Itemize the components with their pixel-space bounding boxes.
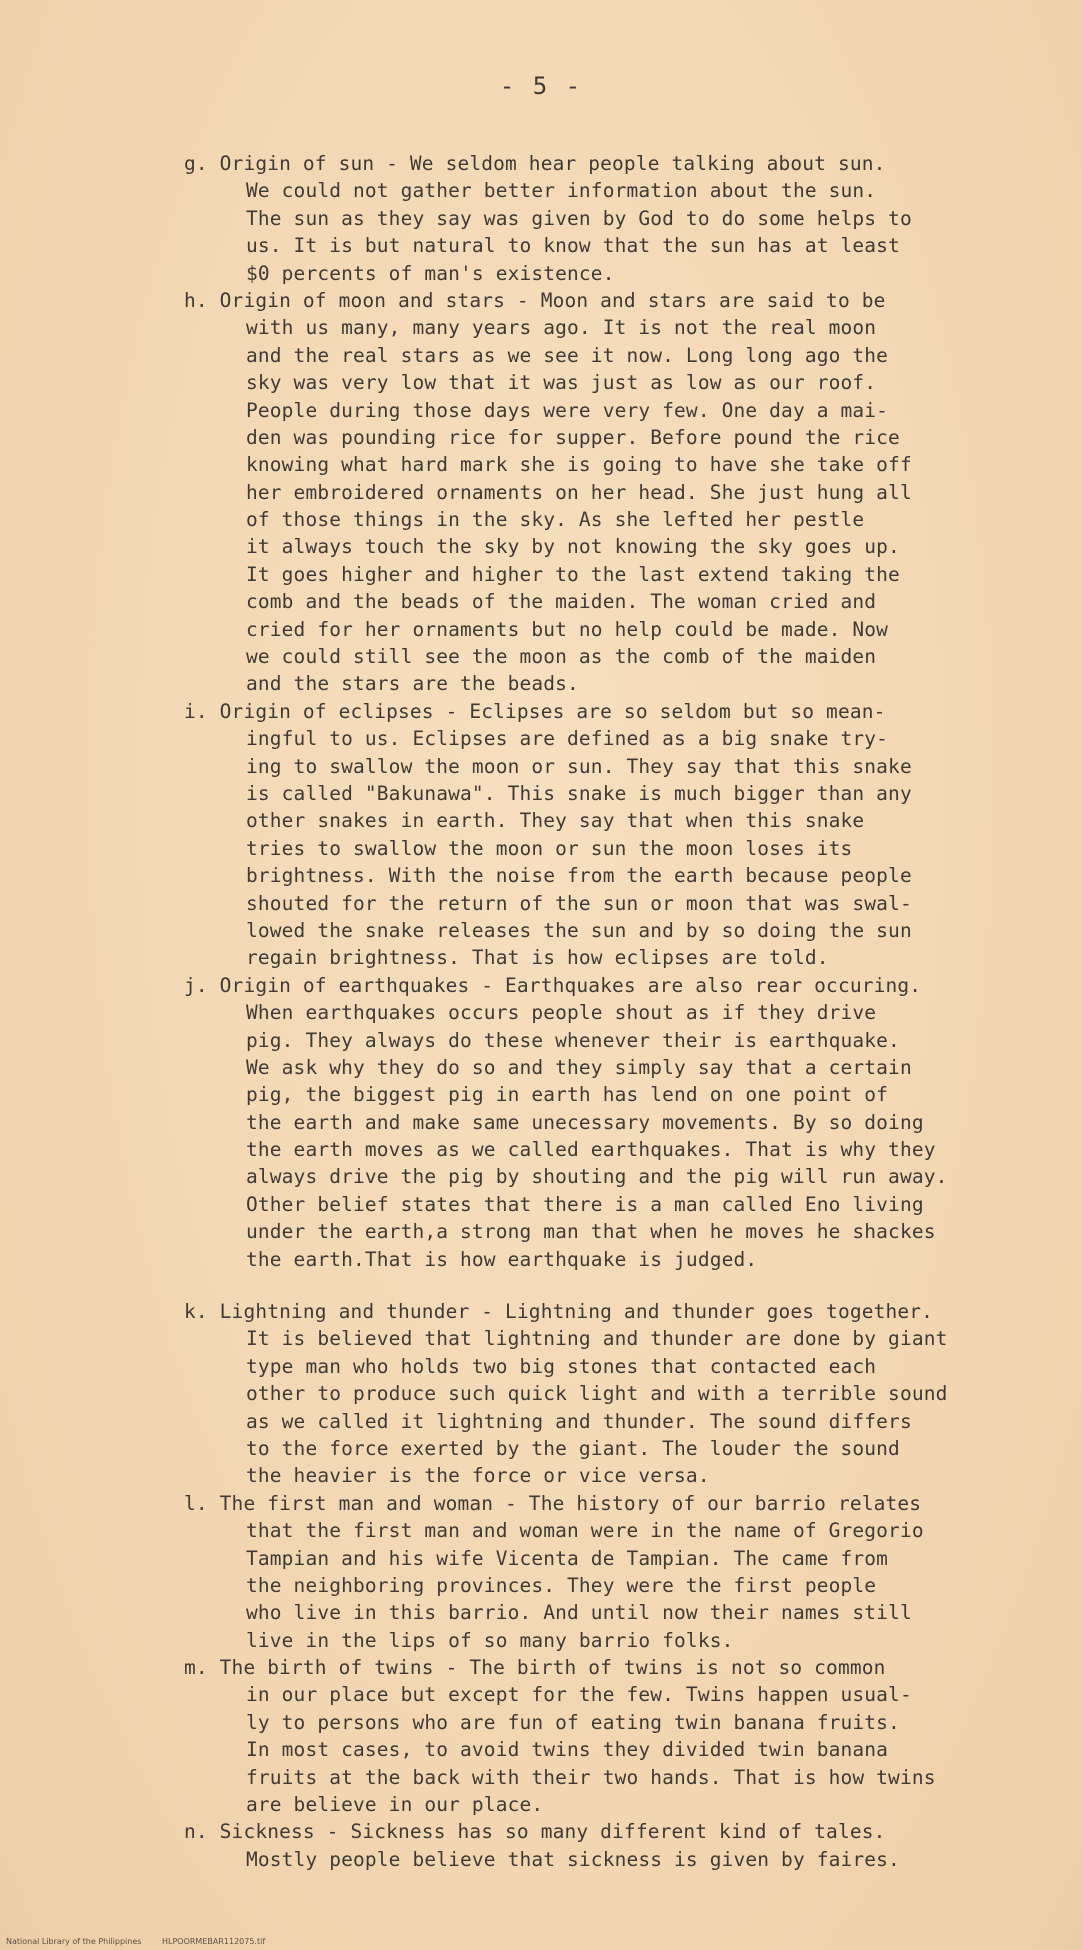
document-body — [184, 150, 1014, 1873]
entry-text-line: the earth moves as we called earthquakes. That is why they — [246, 1138, 936, 1162]
entry-text-line: with us many, many years ago. It is not the real moon — [246, 316, 877, 340]
entry-text-line: the heavier is the force or vice versa. — [246, 1464, 710, 1488]
entry-text-line: Tampian and his wife Vicenta de Tampian. The came from — [246, 1546, 889, 1570]
entry-text-line: other snakes in earth. They say that when this snake — [246, 809, 865, 833]
entry-text-line: who live in this barrio. And until now their names still — [246, 1601, 912, 1625]
entry-text-line: sky was very low that it was just as low as our roof. — [246, 371, 877, 395]
entry-text-line: other to produce such quick light and with a terrible sound — [246, 1382, 948, 1406]
entry-heading-line: g. Origin of sun - We seldom hear people talking about sun. — [184, 152, 886, 175]
entry-text-line: fruits at the back with their two hands. That is how twins — [246, 1765, 936, 1789]
entry-text-line: in our place but except for the few. Twins happen usual- — [246, 1683, 912, 1707]
scan-footer — [6, 1937, 283, 1946]
page-number: - 5 - — [499, 72, 583, 100]
entry-text-line: comb and the beads of the maiden. The woman cried and — [246, 590, 877, 614]
list-item — [184, 1818, 1014, 1873]
entry-text-line: tries to swallow the moon or sun the moon loses its — [246, 836, 853, 860]
entry-text-line: under the earth,a strong man that when he moves he shackes — [246, 1220, 936, 1244]
entry-text-line: In most cases, to avoid twins they divided twin banana — [246, 1738, 889, 1762]
entry-text-line: we could still see the moon as the comb of the maiden — [246, 645, 877, 669]
entry-text-line: regain brightness. That is how eclipses are told. — [246, 946, 829, 970]
entry-text-line: and the real stars as we see it now. Long long ago the — [246, 343, 889, 367]
entry-text-line: it always touch the sky by not knowing the sky goes up. — [246, 535, 900, 559]
entry-text-line: to the force exerted by the giant. The louder the sound — [246, 1436, 900, 1460]
list-item — [184, 287, 1014, 698]
entry-text-line: den was pounding rice for supper. Before pound the rice — [246, 425, 900, 449]
entry-text-line: It is believed that lightning and thunder are done by giant — [246, 1327, 948, 1351]
entry-text-line: the neighboring provinces. They were the first people — [246, 1573, 877, 1597]
entry-text-line: pig. They always do these whenever their is earthquake. — [246, 1028, 900, 1052]
entry-text-line: lowed the snake releases the sun and by so doing the sun — [246, 918, 912, 942]
entry-text-line: shouted for the return of the sun or moon that was swal- — [246, 891, 912, 915]
list-item — [184, 698, 1014, 972]
entry-text-line: the earth and make same unecessary movements. By so doing — [246, 1110, 924, 1134]
entry-heading-line: j. Origin of earthquakes - Earthquakes are also rear occuring. — [184, 973, 922, 997]
entry-heading-line: k. Lightning and thunder - Lightning and thunder goes together. — [184, 1300, 934, 1324]
entry-text-line: It goes higher and higher to the last extend taking the — [246, 562, 900, 586]
entry-text-line: ly to persons who are fun of eating twin banana fruits. — [246, 1710, 900, 1734]
entry-text-line: People during those days were very few. One day a mai- — [246, 398, 889, 422]
entry-text-line: that the first man and woman were in the name of Gregorio — [246, 1519, 924, 1543]
list-item — [184, 1298, 1014, 1490]
list-item — [184, 1654, 1014, 1818]
entry-text-line: The sun as they say was given by God to do some helps to — [246, 206, 912, 230]
entry-heading-line: i. Origin of eclipses - Eclipses are so seldom but so mean- — [184, 699, 886, 723]
list-item — [184, 1490, 1014, 1654]
footer-library: National Library of the Philippines — [6, 1937, 142, 1946]
entry-text-line: is called "Bakunawa". This snake is much bigger than any — [246, 781, 912, 805]
entry-heading-line: l. The first man and woman - The history of our barrio relates — [184, 1491, 922, 1515]
entry-text-line: pig, the biggest pig in earth has lend on one point of — [246, 1083, 889, 1107]
entry-text-line: the earth.That is how earthquake is judged. — [246, 1247, 758, 1271]
entry-text-line: knowing what hard mark she is going to have she take off — [246, 453, 912, 477]
entry-text-line: $0 percents of man's existence. — [246, 261, 615, 285]
entry-text-line: us. It is but natural to know that the sun has at least — [246, 234, 900, 258]
list-item — [184, 150, 1014, 287]
list-item — [184, 972, 1014, 1273]
entry-text-line: type man who holds two big stones that contacted each — [246, 1354, 877, 1378]
entry-text-line: cried for her ornaments but no help could be made. Now — [246, 617, 889, 641]
entry-text-line: Mostly people believe that sickness is given by faires. — [246, 1847, 900, 1871]
entry-heading-line: n. Sickness - Sickness has so many different kind of tales. — [184, 1820, 886, 1844]
entry-text-line: as we called it lightning and thunder. The sound differs — [246, 1409, 912, 1433]
entry-text-line: When earthquakes occurs people shout as if they drive — [246, 1001, 877, 1025]
entry-text-line: ing to swallow the moon or sun. They say that this snake — [246, 754, 912, 778]
entry-text-line: and the stars are the beads. — [246, 672, 579, 696]
entry-text-line: ingful to us. Eclipses are defined as a big snake try- — [246, 727, 889, 751]
entry-text-line: are believe in our place. — [246, 1793, 544, 1817]
footer-file: HLPOORMEBAR112075.tif — [161, 1937, 266, 1946]
entry-text-line: Other belief states that there is a man called Eno living — [246, 1192, 924, 1216]
entry-text-line: We ask why they do so and they simply say that a certain — [246, 1055, 912, 1079]
entry-text-line: live in the lips of so many barrio folks. — [246, 1628, 734, 1652]
entry-text-line: of those things in the sky. As she lefted her pestle — [246, 508, 865, 532]
entry-text-line: brightness. With the noise from the earth because people — [246, 864, 912, 888]
entry-text-line: We could not gather better information about the sun. — [246, 179, 877, 203]
entry-heading-line: h. Origin of moon and stars - Moon and stars are said to be — [184, 288, 886, 312]
entry-heading-line: m. The birth of twins - The birth of twins is not so common — [184, 1656, 886, 1680]
entry-text-line: always drive the pig by shouting and the pig will run away. — [246, 1165, 948, 1189]
entry-text-line: her embroidered ornaments on her head. She just hung all — [246, 480, 912, 504]
